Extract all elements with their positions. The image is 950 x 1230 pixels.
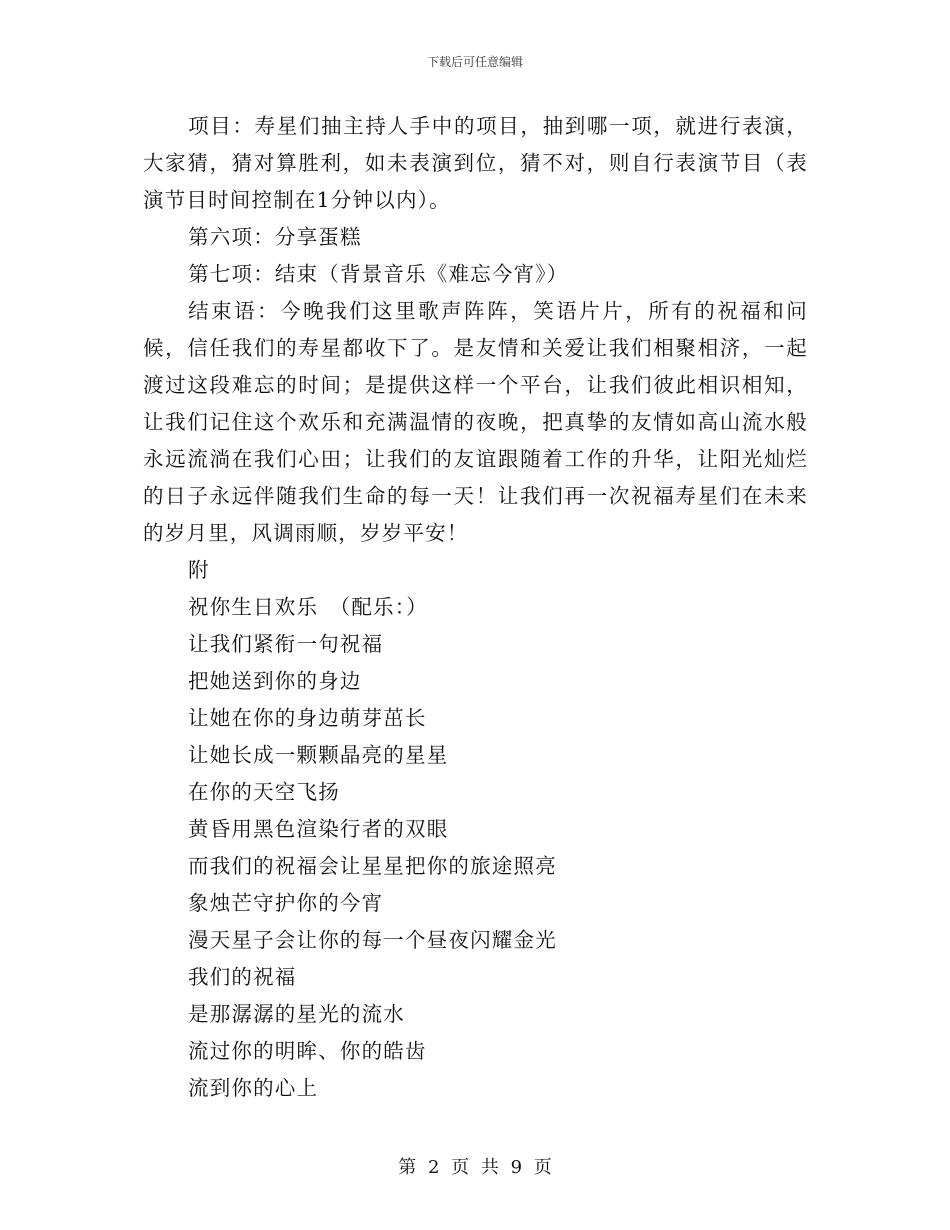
paragraph-appendix: 附 [188,558,210,582]
song-line: 流过你的明眸、你的皓齿 [188,1039,427,1063]
paragraph-item-seven: 第七项：结束（背景音乐《难忘今宵》） [188,262,569,286]
song-line: 象烛芒守护你的今宵 [188,891,384,915]
header-note: 下载后可任意编辑 [426,55,523,69]
song-line: 在你的天空飞扬 [188,780,340,804]
song-line: 漫天星子会让你的每一个昼夜闪耀金光 [188,928,557,952]
song-line: 我们的祝福 [188,965,297,989]
paragraph-item-six: 第六项：分享蛋糕 [188,225,362,249]
song-line: 流到你的心上 [188,1076,319,1100]
paragraph-closing: 结束语：今晚我们这里歌声阵阵，笑语片片，所有的祝福和问候，信任我们的寿星都收下了。是友情和关爱让我们相聚相济，一起渡过这段难忘的时间；是提供这样一个平台，让我们彼此相识相知，让我们记住这个欢乐和充满温情的夜晚，把真挚的友情如高山流水般永远流淌在我们心田；让我们的友谊跟随着工作的升华，让阳光灿烂的日子永远伴随我们生命的每一天！让我们再一次祝福寿星们在未来的岁月里，风调雨顺，岁岁平安！ [143,299,808,545]
document-body [143,108,808,1107]
song-line: 把她送到你的身边 [188,669,362,693]
song-line: 是那潺潺的星光的流水 [188,1002,405,1026]
song-line: 让她在你的身边萌芽茁长 [188,706,427,730]
paragraph-project: 项目：寿星们抽主持人手中的项目，抽到哪一项，就进行表演，大家猜，猜对算胜利，如未表演到位，猜不对，则自行表演节目（表演节目时间控制在1分钟以内）。 [143,114,808,212]
song-line: 黄昏用黑色渲染行者的双眼 [188,817,449,841]
song-line: 让她长成一颗颗晶亮的星星 [188,743,449,767]
page-number-footer: 第 2 页 共 9 页 [398,1157,552,1178]
song-line: 而我们的祝福会让星星把你的旅途照亮 [188,854,557,878]
song-line: 让我们紧衔一句祝福 [188,632,384,656]
song-line: 祝你生日欢乐 （配乐：） [188,595,428,619]
